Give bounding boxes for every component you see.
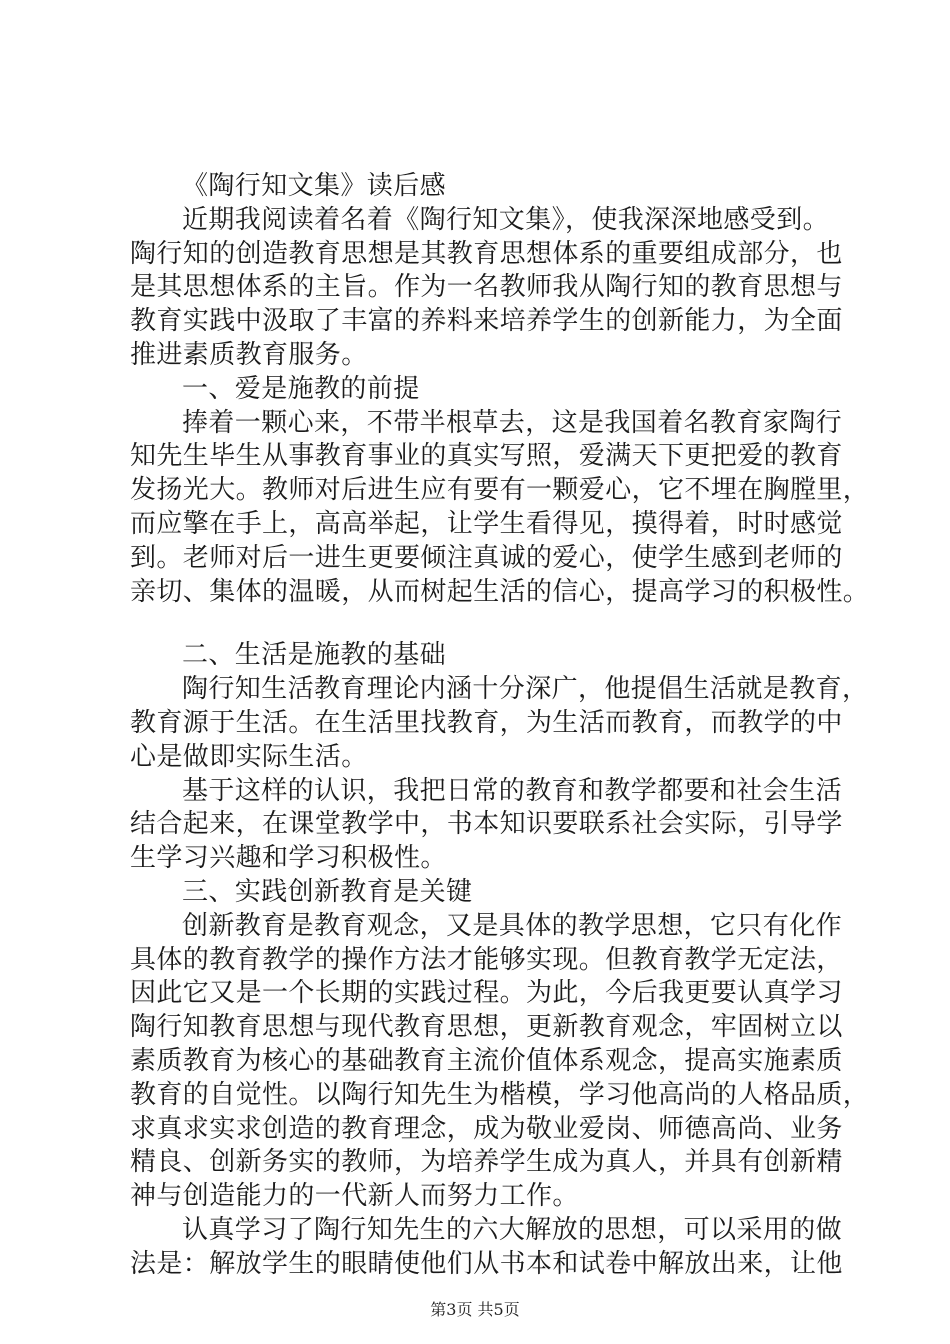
paragraph-line: 神与创造能力的一代新人而努力工作。: [130, 1181, 579, 1212]
paragraph-line: 因此它又是一个长期的实践过程。为此，今后我更要认真学习: [130, 978, 843, 1009]
page-number-footer: 第3页 共5页: [430, 1300, 520, 1319]
paragraph-line: 认真学习了陶行知先生的六大解放的思想，可以采用的做: [182, 1214, 843, 1245]
paragraph-line: 求真求实求创造的教育理念，成为敬业爱岗、师德高尚、业务: [130, 1113, 843, 1144]
paragraph-line: 教育的自觉性。以陶行知先生为楷模，学习他高尚的人格品质，: [130, 1079, 870, 1110]
document-title: 《陶行知文集》读后感: [182, 171, 447, 201]
paragraph-line: 知先生毕生从事教育事业的真实写照，爱满天下更把爱的教育: [130, 441, 843, 472]
paragraph-line: 素质教育为核心的基础教育主流价值体系观念，提高实施素质: [130, 1045, 843, 1076]
paragraph-line: 教育实践中汲取了丰富的养料来培养学生的创新能力，为全面: [130, 306, 843, 337]
blank-line: [130, 609, 855, 639]
paragraph-line: 是其思想体系的主旨。作为一名教师我从陶行知的教育思想与: [130, 272, 843, 303]
paragraph-line: 发扬光大。教师对后进生应有要有一颗爱心，它不埋在胸膛里，: [130, 475, 870, 506]
paragraph-line: 而应擎在手上，高高举起，让学生看得见，摸得着，时时感觉: [130, 508, 843, 539]
section-heading-1: 一、爱是施教的前提: [182, 373, 420, 404]
paragraph-line: 教育源于生活。在生活里找教育，为生活而教育，而教学的中: [130, 707, 843, 738]
section-heading-2: 二、生活是施教的基础: [182, 640, 447, 671]
paragraph-line: 推进素质教育服务。: [130, 339, 368, 370]
paragraph-line: 到。老师对后一进生更要倾注真诚的爱心，使学生感到老师的: [130, 542, 843, 573]
paragraph-line: 具体的教育教学的操作方法才能够实现。但教育教学无定法，: [130, 944, 843, 975]
paragraph-line: 亲切、集体的温暖，从而树起生活的信心，提高学习的积极性。: [130, 576, 870, 607]
paragraph-line: 基于这样的认识，我把日常的教育和教学都要和社会生活: [182, 775, 843, 806]
paragraph-line: 精良、创新务实的教师，为培养学生成为真人，并具有创新精: [130, 1147, 843, 1178]
document-body: [130, 170, 870, 1282]
paragraph-line: 结合起来，在课堂教学中，书本知识要联系社会实际，引导学: [130, 809, 843, 840]
section-heading-3: 三、实践创新教育是关键: [182, 876, 473, 907]
paragraph-line: 陶行知教育思想与现代教育思想，更新教育观念，牢固树立以: [130, 1012, 843, 1043]
paragraph-line: 近期我阅读着名着《陶行知文集》，使我深深地感受到。: [182, 204, 830, 235]
paragraph-line: 心是做即实际生活。: [130, 741, 368, 772]
paragraph-line: 创新教育是教育观念，又是具体的教学思想，它只有化作: [182, 910, 843, 941]
paragraph-line: 陶行知生活教育理论内涵十分深广，他提倡生活就是教育，: [182, 674, 869, 705]
paragraph-line: 法是：解放学生的眼睛使他们从书本和试卷中解放出来，让他: [130, 1248, 843, 1279]
paragraph-line: 生学习兴趣和学习积极性。: [130, 843, 447, 874]
paragraph-line: 捧着一颗心来，不带半根草去，这是我国着名教育家陶行: [182, 407, 843, 438]
paragraph-line: 陶行知的创造教育思想是其教育思想体系的重要组成部分，也: [130, 238, 843, 269]
